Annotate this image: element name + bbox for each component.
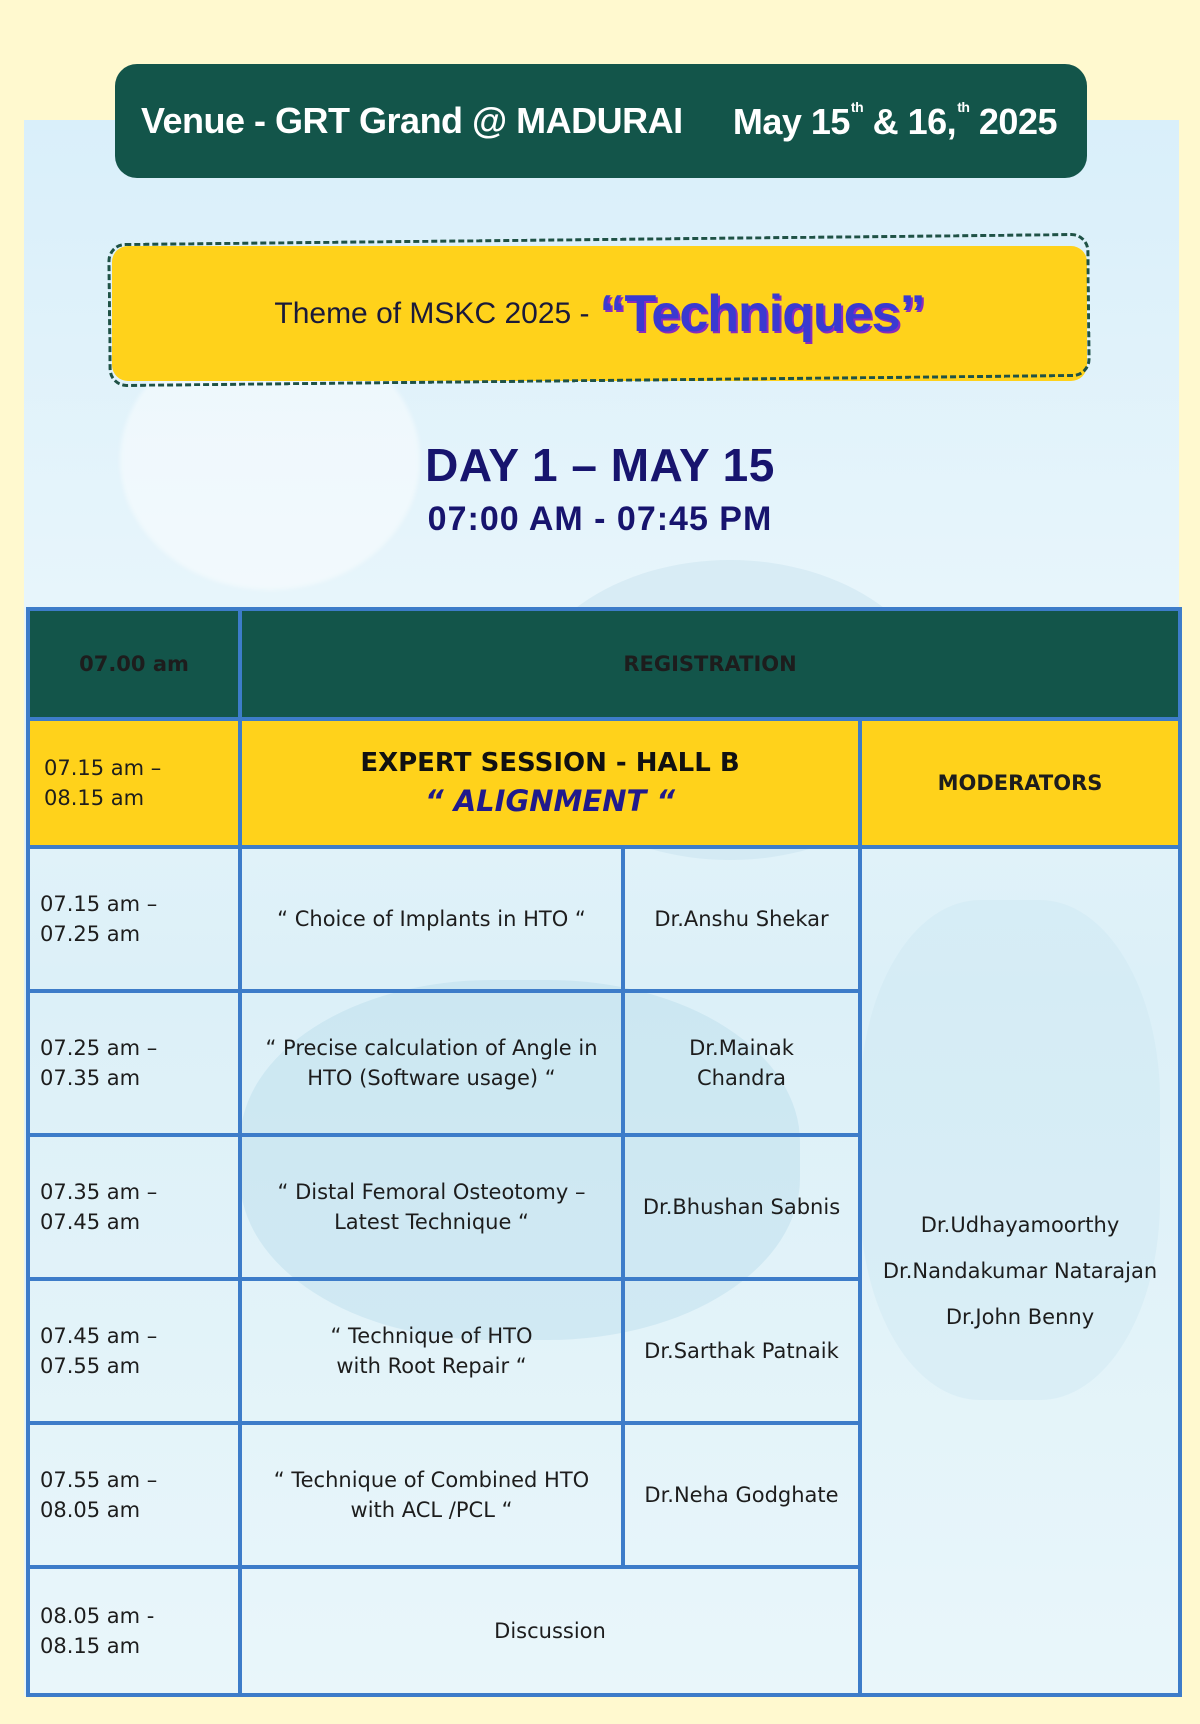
- talk-time-end: 07.45 am: [40, 1210, 141, 1234]
- schedule-table: [26, 607, 1182, 1697]
- date-suffix-2: th: [957, 99, 970, 115]
- moderator-name: Dr.Udhayamoorthy: [920, 1213, 1120, 1237]
- speaker-name: [623, 991, 860, 1135]
- talk-title-line: “ Technique of Combined HTO: [273, 1468, 590, 1492]
- speaker-line: Chandra: [697, 1066, 786, 1090]
- date-year: 2025: [969, 101, 1057, 142]
- discussion-time-start: 08.05 am -: [40, 1604, 155, 1628]
- speaker-line: Dr.Anshu Shekar: [654, 907, 829, 931]
- speaker-name: [623, 1135, 860, 1279]
- session-header-row: [28, 719, 1180, 847]
- speaker-line: Dr.Neha Godghate: [644, 1483, 839, 1507]
- moderator-name: Dr.Nandakumar Natarajan: [882, 1259, 1158, 1283]
- speaker-line: Dr.Sarthak Patnaik: [644, 1339, 839, 1363]
- talk-time-start: 07.15 am –: [40, 892, 158, 916]
- talk-title-line: “ Distal Femoral Osteotomy –: [277, 1180, 586, 1204]
- session-time-start: 07.15 am –: [44, 756, 162, 780]
- discussion-time-end: 08.15 am: [40, 1634, 141, 1658]
- theme-word: “Techniques”: [599, 284, 925, 343]
- talk-time-end: 07.35 am: [40, 1066, 141, 1090]
- talk-title-line: “ Technique of HTO: [330, 1324, 533, 1348]
- speaker-name: [623, 1279, 860, 1423]
- speaker-name: [623, 1423, 860, 1567]
- speaker-name: [623, 847, 860, 991]
- venue-date-banner: [115, 64, 1087, 178]
- registration-time: 07.00 am: [28, 609, 240, 719]
- talk-time: [28, 1135, 240, 1279]
- talk-title: [240, 1279, 623, 1423]
- session-time-end: 08.15 am: [44, 786, 145, 810]
- talk-time-start: 07.35 am –: [40, 1180, 158, 1204]
- talk-title-line: HTO (Software usage) “: [307, 1066, 556, 1090]
- talk-title-line: with ACL /PCL “: [350, 1498, 513, 1522]
- table-row: [28, 847, 1180, 991]
- talk-time-end: 07.25 am: [40, 922, 141, 946]
- talk-time: [28, 991, 240, 1135]
- registration-title: REGISTRATION: [240, 609, 1180, 719]
- talk-time-start: 07.25 am –: [40, 1036, 158, 1060]
- speaker-line: Dr.Mainak: [689, 1036, 794, 1060]
- discussion-time: [28, 1567, 240, 1695]
- talk-time-end: 08.05 am: [40, 1498, 141, 1522]
- theme-label: Theme of MSKC 2025 -: [274, 296, 590, 330]
- talk-time: [28, 1279, 240, 1423]
- talk-time: [28, 1423, 240, 1567]
- talk-title: [240, 991, 623, 1135]
- session-time: [28, 719, 240, 847]
- date-mid: & 16,: [863, 101, 957, 142]
- talk-title: [240, 1135, 623, 1279]
- talk-time-start: 07.55 am –: [40, 1468, 158, 1492]
- session-title-cell: [240, 719, 860, 847]
- discussion-label: Discussion: [240, 1567, 860, 1695]
- moderators-header: MODERATORS: [860, 719, 1180, 847]
- venue-text: Venue - GRT Grand @ MADURAI: [141, 100, 683, 141]
- day-title: DAY 1 – MAY 15: [425, 439, 775, 491]
- talk-title: [240, 1423, 623, 1567]
- talk-title-line: “ Precise calculation of Angle in: [265, 1036, 598, 1060]
- talk-title-line: “ Choice of Implants in HTO “: [277, 907, 586, 931]
- registration-row: [28, 609, 1180, 719]
- session-title: EXPERT SESSION - HALL B: [360, 748, 740, 778]
- event-date: [733, 99, 1057, 143]
- talk-time-end: 07.55 am: [40, 1354, 141, 1378]
- session-subtitle: “ ALIGNMENT “: [424, 784, 676, 818]
- day-time-range: 07:00 AM - 07:45 PM: [427, 500, 773, 538]
- talk-title-line: Latest Technique “: [334, 1210, 529, 1234]
- date-day1: May 15: [732, 101, 850, 142]
- moderator-name: Dr.John Benny: [945, 1305, 1095, 1329]
- theme-text: [112, 246, 1087, 381]
- talk-title: [240, 847, 623, 991]
- talk-time: [28, 847, 240, 991]
- moderators-list: [860, 847, 1180, 1695]
- speaker-line: Dr.Bhushan Sabnis: [642, 1195, 841, 1219]
- talk-time-start: 07.45 am –: [40, 1324, 158, 1348]
- date-suffix-1: th: [850, 99, 864, 115]
- talk-title-line: with Root Repair “: [336, 1354, 527, 1378]
